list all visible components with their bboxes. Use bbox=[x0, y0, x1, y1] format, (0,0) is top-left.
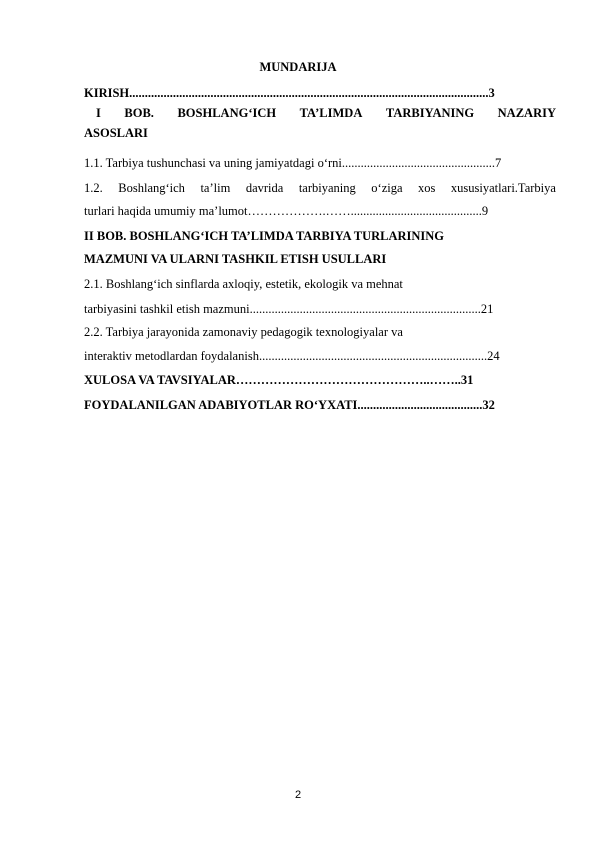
toc-entry-references: FOYDALANILGAN ADABIYOTLAR RO‘YXATI........................................32 bbox=[84, 398, 495, 412]
toc-entry-1-2-cont: turlari haqida umumiy ma’lumot……………….……..........................................9 bbox=[84, 204, 489, 218]
toc-entry-kirish: KIRISH...................................................................................................................3 bbox=[84, 86, 495, 100]
toc-entry-2-1: 2.1. Boshlang‘ich sinflarda axloqiy, estetik, ekologik va mehnat bbox=[84, 277, 403, 291]
word: xususiyatlari.Tarbiya bbox=[450, 181, 556, 195]
word: BOSHLANG‘ICH bbox=[177, 106, 277, 120]
word: ta’lim bbox=[200, 181, 231, 195]
toc-entry-2-2: 2.2. Tarbiya jarayonida zamonaviy pedagogik texnologiyalar va bbox=[84, 325, 403, 339]
word: I bbox=[96, 106, 101, 120]
word: BOB. bbox=[124, 106, 154, 120]
word: Boshlang‘ich bbox=[118, 181, 185, 195]
word: tarbiyaning bbox=[298, 181, 356, 195]
word: TA’LIMDA bbox=[299, 106, 363, 120]
word: davrida bbox=[245, 181, 284, 195]
toc-entry-1-1: 1.1. Tarbiya tushunchasi va uning jamiyatdagi o‘rni.................................................7 bbox=[84, 156, 502, 170]
word: TARBIYANING bbox=[385, 106, 475, 120]
toc-entry-2-1-cont: tarbiyasini tashkil etish mazmuni..........................................................................21 bbox=[84, 302, 494, 316]
page-title: MUNDARIJA bbox=[259, 60, 337, 74]
toc-entry-conclusion: XULOSA VA TAVSIYALAR………………………………………..……..31 bbox=[84, 373, 474, 387]
toc-entry-2-2-cont: interaktiv metodlardan foydalanish.........................................................................24 bbox=[84, 349, 500, 363]
toc-entry-chapter-1-title bbox=[84, 105, 556, 121]
toc-entry-chapter-1-title-cont: ASOSLARI bbox=[84, 126, 148, 140]
toc-entry-1-2 bbox=[84, 180, 556, 196]
page-number: 2 bbox=[294, 789, 302, 801]
toc-entry-chapter-2-title: II BOB. BOSHLANG‘ICH TA’LIMDA TARBIYA TURLARINING bbox=[84, 229, 445, 243]
word: NAZARIY bbox=[497, 106, 556, 120]
word: o‘ziga bbox=[371, 181, 403, 195]
word: 1.2. bbox=[84, 181, 103, 195]
toc-entry-chapter-2-title-cont: MAZMUNI VA ULARNI TASHKIL ETISH USULLARI bbox=[84, 252, 387, 266]
word: xos bbox=[418, 181, 436, 195]
